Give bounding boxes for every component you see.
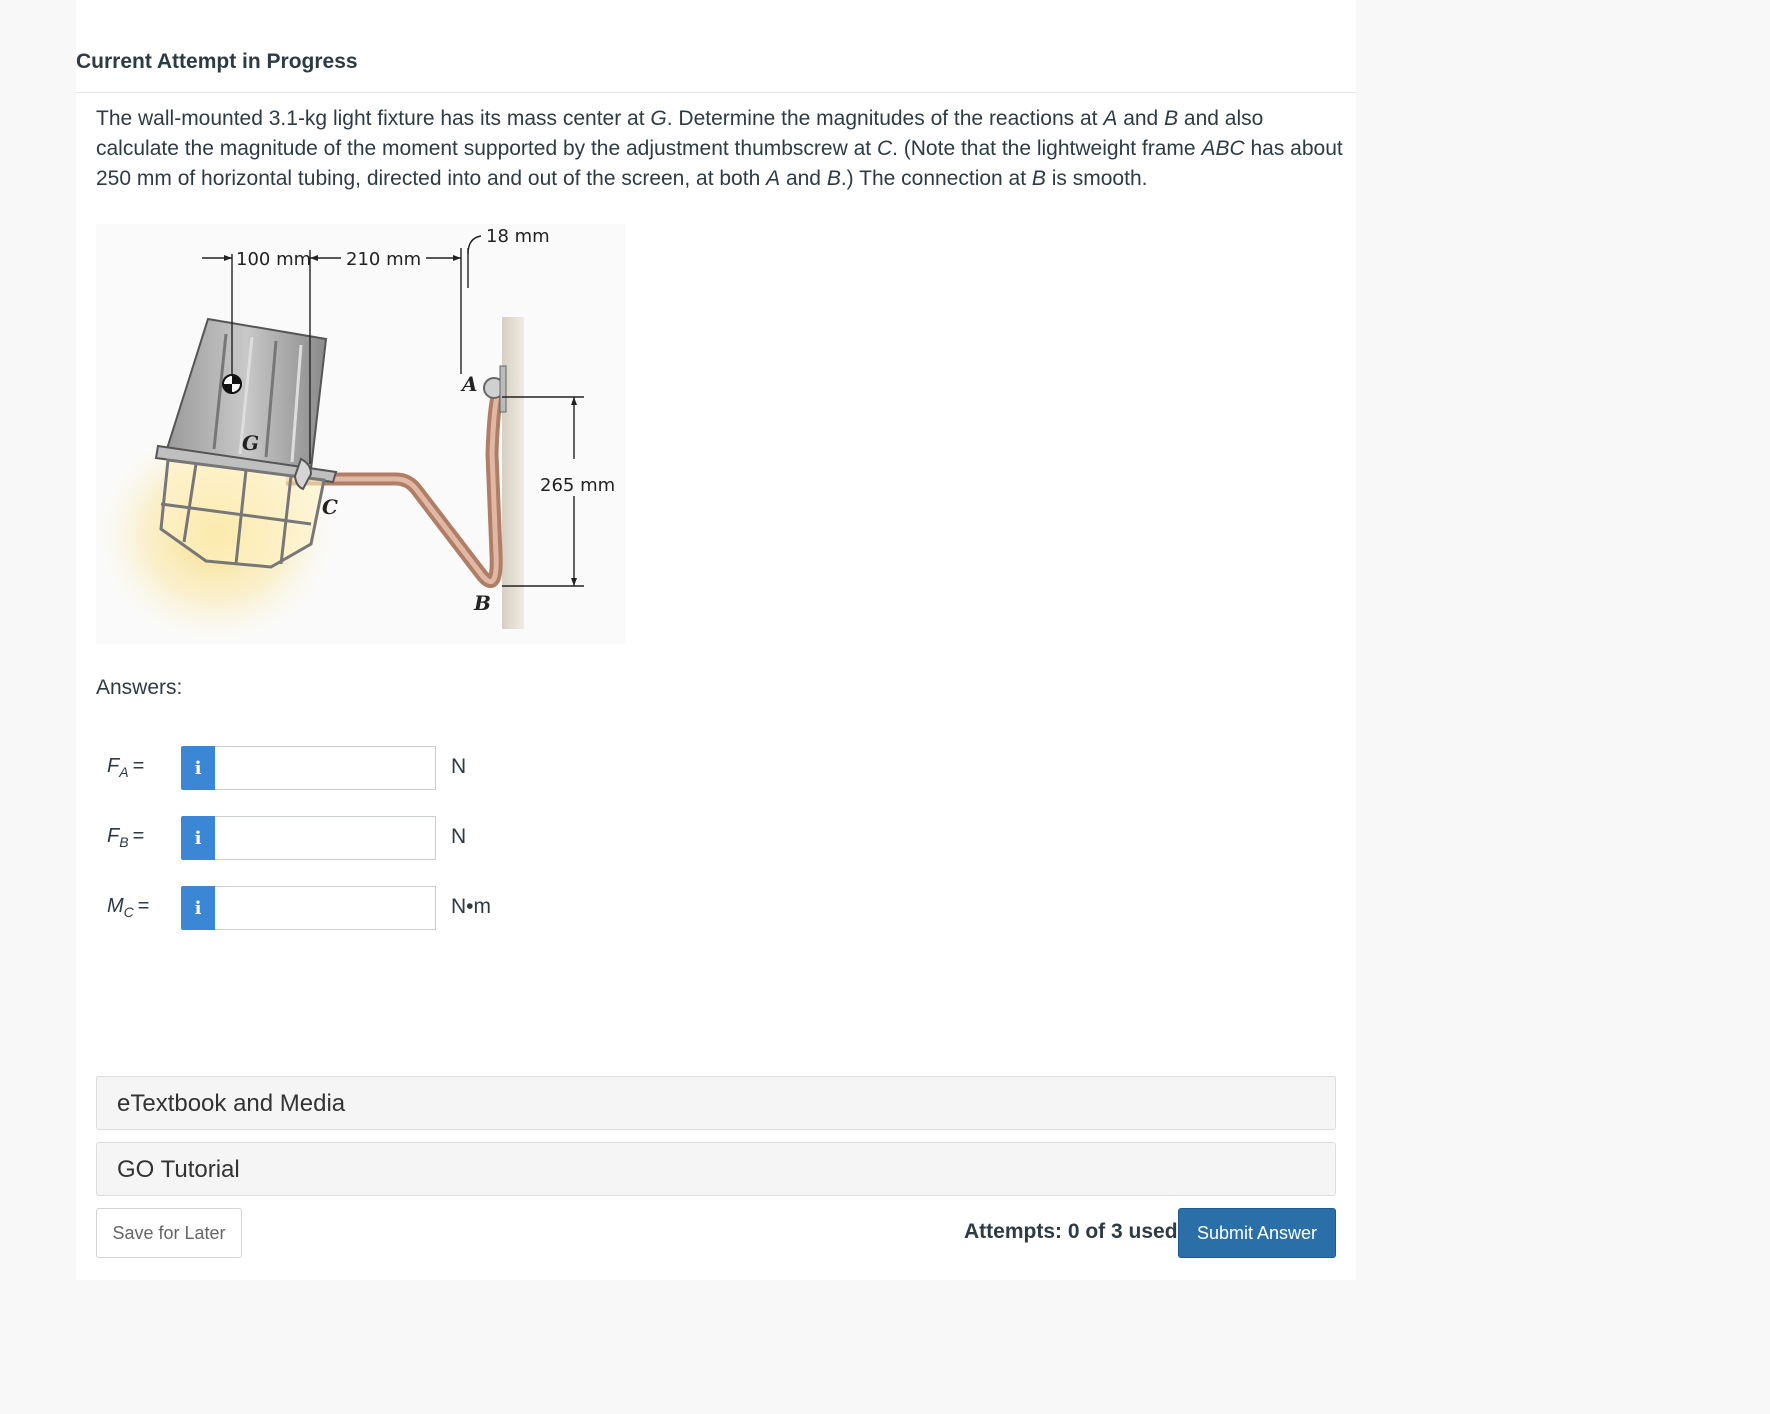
etextbook-label: eTextbook and Media	[117, 1090, 346, 1117]
fa-input[interactable]	[215, 746, 436, 790]
answer-label	[107, 895, 149, 920]
submit-answer-button[interactable]: Submit Answer	[1178, 1208, 1336, 1258]
wall	[502, 317, 524, 629]
info-icon[interactable]: i	[181, 746, 215, 790]
answer-row-mc	[96, 886, 546, 930]
q-part: G	[650, 107, 667, 130]
answer-row-fb	[96, 816, 546, 860]
q-part: A	[766, 167, 781, 190]
light-fixture-figure	[96, 224, 626, 644]
q-part: A	[1103, 107, 1118, 130]
answer-unit: N	[451, 825, 467, 848]
dim-100-label: 100 mm	[236, 249, 312, 270]
q-part: and	[1117, 107, 1165, 130]
question-text	[96, 104, 1346, 194]
q-part: is smooth.	[1045, 167, 1148, 190]
attempts-counter: Attempts: 0 of 3 used	[964, 1220, 1178, 1243]
answer-sub: B	[119, 834, 129, 850]
q-part: B	[1164, 107, 1179, 130]
q-part: and also calculate the magnitude of the moment supported by the adjustment thumbscrew at	[96, 107, 1264, 160]
page-title: Current Attempt in Progress	[76, 50, 358, 73]
q-part: The wall-mounted 3.1-kg light fixture has its mass center at	[96, 107, 651, 130]
label-g: G	[242, 431, 260, 455]
fb-input[interactable]	[215, 816, 436, 860]
q-part: . Determine the magnitudes of the reactions at	[666, 107, 1104, 130]
q-part: and	[780, 167, 827, 190]
dim-18-label: 18 mm	[486, 226, 550, 247]
etextbook-section[interactable]	[96, 1076, 1336, 1130]
answer-unit: N•m	[451, 895, 492, 918]
dim-265-label: 265 mm	[540, 475, 616, 496]
label-c: C	[322, 495, 338, 519]
answer-var: F	[107, 755, 120, 777]
answer-label	[107, 825, 144, 850]
answers-label: Answers:	[96, 676, 183, 699]
info-icon[interactable]: i	[181, 886, 215, 930]
q-part: . (Note that the lightweight frame	[892, 137, 1202, 160]
answer-sub: A	[119, 764, 129, 780]
label-a: A	[462, 372, 478, 396]
save-for-later-button[interactable]: Save for Later	[96, 1208, 242, 1258]
question-panel	[76, 0, 1356, 1280]
answer-var: F	[107, 825, 120, 847]
answer-eq: =	[137, 895, 150, 917]
dim-210-label: 210 mm	[346, 249, 422, 270]
q-part: B	[1031, 167, 1046, 190]
go-tutorial-section[interactable]	[96, 1142, 1336, 1196]
answer-eq: =	[132, 825, 145, 847]
mc-input[interactable]	[215, 886, 436, 930]
answer-eq: =	[132, 755, 145, 777]
label-b: B	[474, 591, 491, 615]
go-tutorial-label: GO Tutorial	[117, 1156, 240, 1183]
answer-unit: N	[451, 755, 467, 778]
answer-row-fa	[96, 746, 546, 790]
answer-sub: C	[123, 904, 134, 920]
answer-label	[107, 755, 144, 780]
info-icon[interactable]: i	[181, 816, 215, 860]
q-part: B	[826, 167, 841, 190]
divider	[76, 92, 1356, 93]
q-part: .) The connection at	[840, 167, 1032, 190]
answer-var: M	[107, 895, 124, 917]
q-part: ABC	[1201, 137, 1245, 160]
q-part: has about 250 mm of horizontal tubing, directed into and out of the screen, at both	[96, 137, 1343, 190]
q-part: C	[876, 137, 893, 160]
